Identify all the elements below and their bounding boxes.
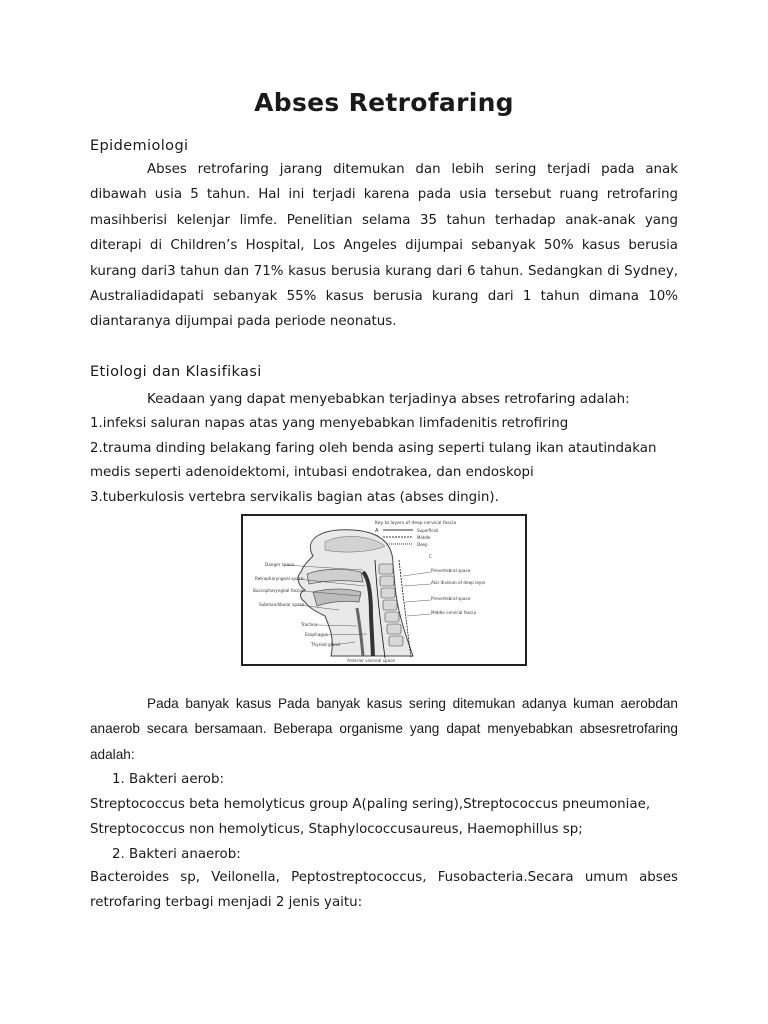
aerob-line-1: Streptococcus beta hemolyticus group A(paling sering),Streptococcus pneumoniae, bbox=[90, 797, 651, 812]
anaerob-list-label: 2. Bakteri anaerob: bbox=[112, 847, 241, 862]
label-buccopharyngeal-fascia: Buccopharyngeal fascia bbox=[253, 588, 303, 593]
legend-deep: Deep bbox=[417, 542, 428, 547]
section-heading-epidemiologi: Epidemiologi bbox=[90, 138, 189, 154]
etiologi-item-2-cont: medis seperti adenoidektomi, intubasi endotrakea, dan endoskopi bbox=[90, 465, 534, 480]
organisms-paragraph: Pada banyak kasus Pada banyak kasus sering ditemukan adanya kuman aerobdan anaerob secara bersamaan. Beberapa organisme yang dapat menyebabkan absesretrofaring adalah: bbox=[90, 696, 678, 762]
label-trachea: Trachea bbox=[301, 622, 318, 627]
legend-superficial: Superficial bbox=[417, 528, 439, 533]
label-submandibular-space: Submandibular space bbox=[259, 602, 305, 607]
figure-header: Key to layers of deep cervical fascia bbox=[375, 521, 457, 526]
aerob-line-2: Streptococcus non hemolyticus, Staphylococcusaureus, Haemophillus sp; bbox=[90, 822, 583, 837]
legend-middle: Middle bbox=[417, 535, 431, 540]
label-thyroid-gland: Thyroid gland bbox=[311, 642, 340, 647]
etiologi-item-2: 2.trauma dinding belakang faring oleh benda asing seperti tulang ikan atautindakan bbox=[90, 441, 657, 456]
section-heading-etiologi: Etiologi dan Klasifikasi bbox=[90, 364, 262, 380]
label-retropharyngeal-space: Retropharyngeal space bbox=[255, 576, 304, 581]
etiologi-item-3: 3.tuberkulosis vertebra servikalis bagian atas (abses dingin). bbox=[90, 490, 499, 505]
legend-a: A bbox=[375, 528, 379, 534]
label-esophagus: Esophagus bbox=[305, 632, 328, 637]
etiologi-intro: Keadaan yang dapat menyebabkan terjadinya abses retrofaring adalah: bbox=[147, 392, 630, 407]
label-prevertebral-space-1: Prevertebral space bbox=[431, 568, 471, 573]
label-anterior-visceral-space: Anterior visceral space bbox=[347, 658, 396, 663]
label-danger-space: Danger space bbox=[265, 562, 295, 567]
label-prevertebral-space-2: Prevertebral space bbox=[431, 596, 471, 601]
anatomy-figure bbox=[241, 514, 527, 666]
document-title: Abses Retrofaring bbox=[254, 88, 514, 117]
aerob-list-label: 1. Bakteri aerob: bbox=[112, 772, 225, 787]
neck-cross-section-illustration bbox=[243, 516, 525, 664]
label-alar-division: Alar division of deep layer bbox=[431, 580, 486, 585]
label-c: C bbox=[429, 554, 432, 559]
anaerob-paragraph: Bacteroides sp, Veilonella, Peptostreptococcus, Fusobacteria.Secara umum abses retrofaring terbagi menjadi 2 jenis yaitu: bbox=[90, 870, 678, 911]
etiologi-item-1: 1.infeksi saluran napas atas yang menyebabkan limfadenitis retrofiring bbox=[90, 416, 569, 431]
epidemiologi-paragraph: Abses retrofaring jarang ditemukan dan lebih sering terjadi pada anak dibawah usia 5 tahun. Hal ini terjadi karena pada usia tersebut ruang retrofaring masihberisi kelenjar limfe. Penelitian selama 35 tahun terhadap anak-anak yang diterapi di Children’s Hospital, Los Angeles dijumpai sebanyak 50% kasus berusia kurang dari3 tahun dan 71% kasus berusia kurang dari 6 tahun. Sedangkan di Sydney, Australiadidapati sebanyak 55% kasus berusia kurang dari 1 tahun dimana 10% diantaranya dijumpai pada periode neonatus. bbox=[90, 162, 678, 330]
label-middle-cervical-fascia: Middle cervical fascia bbox=[431, 610, 477, 615]
